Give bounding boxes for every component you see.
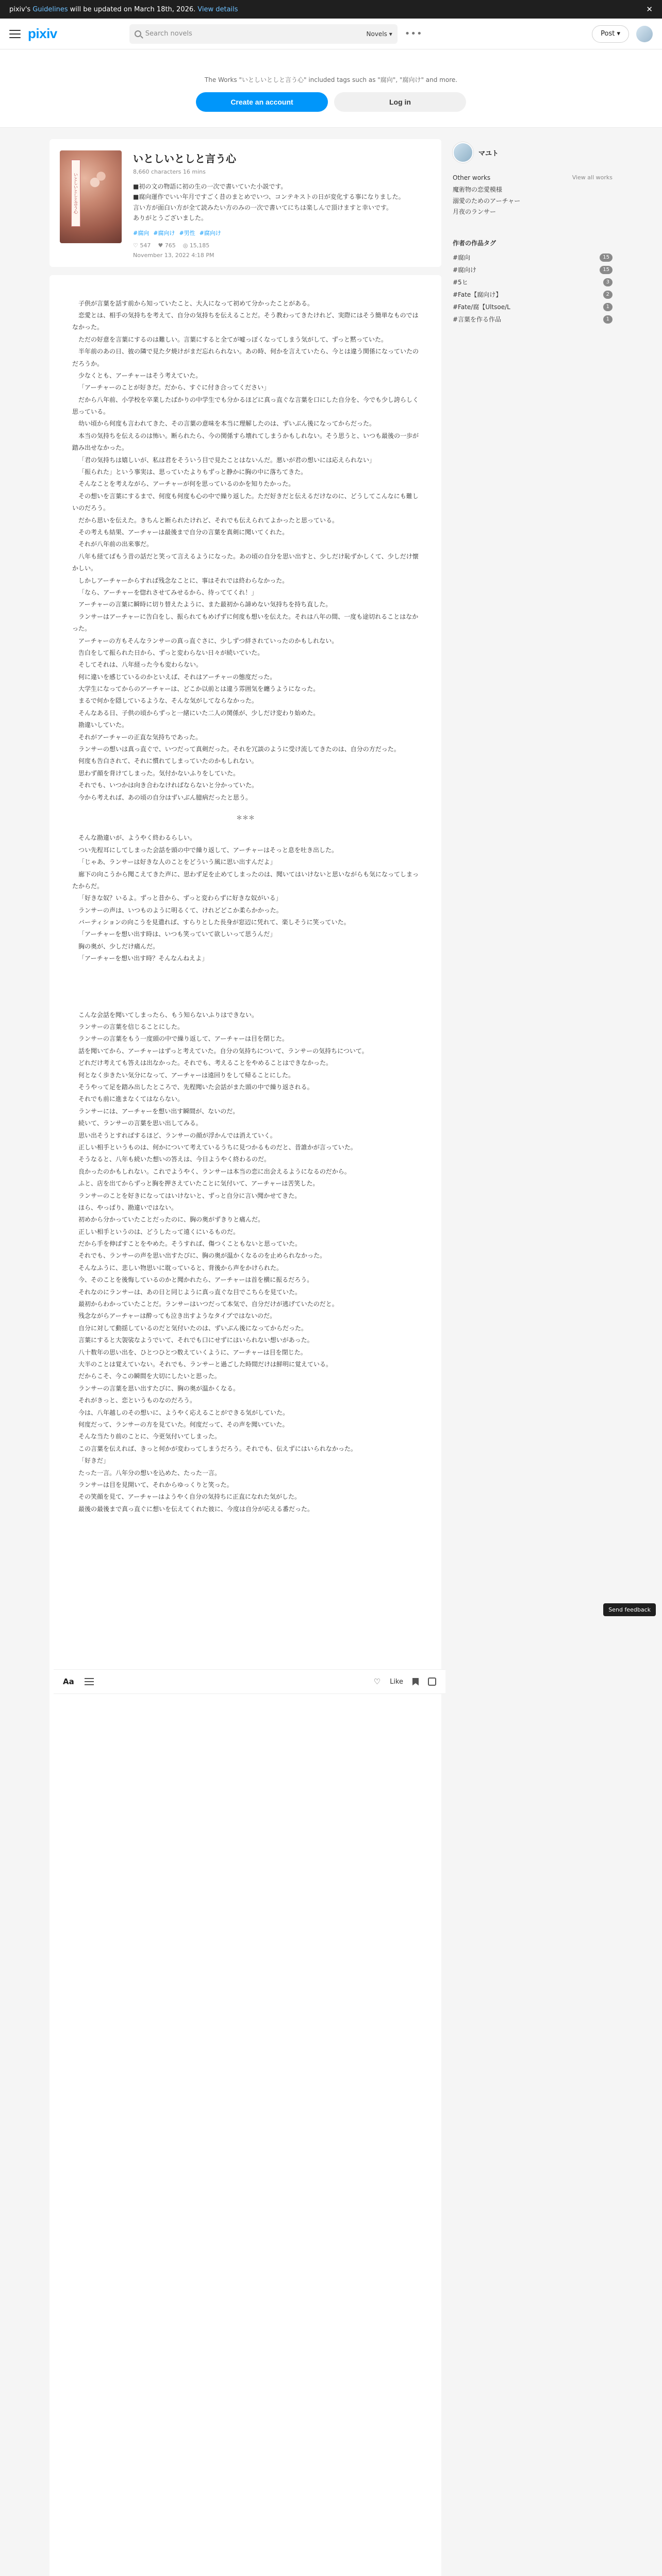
novel-paragraph: たった一言。八年分の想いを込めた、たった一言。 <box>78 1469 221 1477</box>
promo-message: The Works "いとしいとしと言う心" included tags such as "腐向", "腐向け" and more. <box>204 76 458 83</box>
menu-icon[interactable] <box>9 30 21 38</box>
novel-paragraph: その考えも結果、アーチャーは最後まで自分の言葉を真剣に聞いてくれた。 <box>78 528 289 536</box>
novel-paragraph: ふと、店を出てからずっと胸を押さえていたことに気付いて、アーチャーは苦笑した。 <box>78 1180 319 1188</box>
novel-paragraph: 続いて、ランサーの言葉を思い出してみる。 <box>78 1120 202 1127</box>
novel-paragraph: ランサーの想いは真っ直ぐで、いつだって真剣だった。それを冗談のように受け流してきたのは、自分の方だった。 <box>78 745 400 753</box>
novel-paragraph: 残念ながらアーチャーは酔っても泣き出すようなタイプではないのだ。 <box>78 1312 276 1320</box>
novel-paragraph: 半年前のあの日、彼の隣で見た夕焼けがまだ忘れられない。あの時、何かを言えていたら、今とは違う関係になっていたのだろうか。 <box>72 348 419 367</box>
display-settings-button[interactable]: Aa <box>63 1677 74 1686</box>
novel-paragraph: ランサーの言葉を思い出すたびに、胸の奥が温かくなる。 <box>78 1384 240 1392</box>
novel-paragraph: ランサーのことを好きになってはいけないと、ずっと自分に言い聞かせてきた。 <box>78 1192 301 1199</box>
tag-count-badge: 1 <box>603 315 613 324</box>
other-works-heading: Other works <box>453 174 491 181</box>
novel-paragraph: 本当の気持ちを伝えるのは怖い。断られたら、今の関係すら壊れてしまうかもしれない。そう思うと、いつも最後の一歩が踏み出せなかった。 <box>72 432 419 452</box>
novel-paragraph: 言葉にすると大袈裟なようでいて、それでも口にせずにはいられない想いがあった。 <box>78 1336 313 1344</box>
login-button[interactable]: Log in <box>334 92 466 112</box>
like-button[interactable] <box>390 1678 403 1686</box>
main-column <box>49 139 441 2576</box>
novel-paragraph: 「君の気持ちは嬉しいが、私は君をそういう目で見たことはないんだ。悪いが君の想いには応えられない」 <box>78 456 376 464</box>
search-icon <box>135 30 141 37</box>
novel-paragraph: ランサーはアーチャーに告白をし、振られてもめげずに何度も想いを伝えた。それは八年の間、一度も途切れることはなかった。 <box>72 613 419 633</box>
novel-paragraph: 正しい相手というものは、何かについて考えているうちに見つかるものだと、昔誰かが言っていた。 <box>78 1143 357 1151</box>
pixiv-logo[interactable]: pixiv <box>28 26 57 41</box>
author-tag-item[interactable] <box>453 313 613 326</box>
novel-paragraph: 廊下の向こうから聞こえてきた声に、思わず足を止めてしまったのは、聞いてはいけないと思いながらも気になってしまったからだ。 <box>72 870 419 890</box>
work-meta: 8,660 characters 16 mins <box>133 168 206 175</box>
like-label: Like <box>390 1677 403 1686</box>
novel-paragraph: だから手を伸ばすことをやめた。そうすれば、傷つくこともないと思っていた。 <box>78 1240 302 1248</box>
novel-paragraph: 告白をして振られた日から、ずっと変わらない日々が続いていた。 <box>78 649 264 656</box>
close-icon[interactable]: ✕ <box>646 5 653 14</box>
novel-paragraph: だから八年前、小学校を卒業したばかりの中学生でも分かるほどに真っ直ぐな言葉を口にした自分を、今でも少し誇らしく思っている。 <box>72 396 419 416</box>
novel-paragraph: 最後の最後まで真っ直ぐに想いを伝えてくれた彼に、今度は自分が応える番だった。 <box>78 1505 314 1513</box>
tag-count-badge: 1 <box>603 303 613 311</box>
avatar[interactable] <box>636 26 653 42</box>
tag-count-badge: 2 <box>603 291 613 299</box>
novel-paragraph: アーチャーの方もそんなランサーの真っ直ぐさに、少しずつ絆されていったのかもしれない。 <box>78 637 338 645</box>
novel-paragraph: 今、そのことを後悔しているのかと聞かれたら、アーチャーは首を横に振るだろう。 <box>78 1276 313 1284</box>
novel-paragraph: 幼い頃から何度も言われてきた、その言葉の意味を本当に理解したのは、ずいぶん後になってからだった。 <box>78 420 376 428</box>
author-tag-name: #5ヒ <box>453 278 468 286</box>
post-date: November 13, 2022 4:18 PM <box>133 251 214 259</box>
share-icon[interactable] <box>428 1677 436 1686</box>
novel-paragraph: 少なくとも、アーチャーはそう考えていた。 <box>78 371 202 379</box>
author-tag-item[interactable] <box>453 289 613 301</box>
novel-paragraph: 「アーチャーのことが好きだ。だから、すぐに付き合ってください」 <box>78 384 270 392</box>
novel-paragraph: 大半のことは覚えていない。それでも、ランサーと過ごした時間だけは鮮明に覚えている。 <box>78 1360 333 1368</box>
notice-bar <box>0 0 662 19</box>
author-tag-list <box>453 251 613 326</box>
like-count: ♡ 547 <box>133 242 151 249</box>
tag-count-badge: 15 <box>600 253 613 262</box>
work-title: いとしいとしと言う心 <box>133 152 236 165</box>
author-tag-item[interactable] <box>453 301 613 313</box>
tag[interactable]: #腐向け <box>153 229 175 236</box>
novel-paragraph: 話を聞いてから、アーチャーはずっと考えていた。自分の気持ちについて、ランサーの気持ちについて。 <box>78 1047 368 1055</box>
sidebar <box>453 139 613 2576</box>
novel-paragraph: それなのにランサーは、あの日と同じように真っ直ぐな目でこちらを見ていた。 <box>78 1288 302 1296</box>
novel-paragraph: 正しい相手というのは、どうしたって遠くにいるものだ。 <box>78 1228 240 1235</box>
novel-paragraph: 「なら、アーチャーを惚れさせてみせるから、待っててくれ！」 <box>78 588 258 596</box>
novel-paragraph: こんな会話を聞いてしまったら、もう知らないふりはできない。 <box>78 1011 258 1019</box>
novel-paragraph: そんなある日、子供の頃からずっと一緒にいた二人の関係が、少しだけ変わり始めた。 <box>78 709 320 717</box>
tag[interactable]: #腐向け <box>199 229 221 236</box>
view-details-link[interactable]: View details <box>197 5 238 13</box>
other-work-link[interactable]: 溺愛のためのアーチャー <box>453 197 521 205</box>
novel-body <box>49 275 441 2576</box>
novel-paragraph: それでも、いつかは向き合わなければならないと分かっていた。 <box>78 782 258 789</box>
tag-count-badge: 15 <box>600 266 613 274</box>
novel-paragraph: 八年も経てばもう昔の話だと笑って言えるようになった。あの頃の自分を思い出すと、少しだけ恥ずかしくて、少しだけ懐かしい。 <box>72 552 419 572</box>
author-tag-name: #言葉を作る作品 <box>453 315 502 323</box>
novel-paragraph: 勘違いしていた。 <box>78 721 128 729</box>
novel-paragraph: バーティションの向こうを見遣れば、すらりとした長身が窓辺に凭れて、楽しそうに笑っていた。 <box>78 919 350 926</box>
header <box>0 19 662 49</box>
novel-paragraph: 今は、八年越しのその想いに、ようやく応えることができる気がしていた。 <box>78 1409 289 1416</box>
novel-paragraph: そんな勘違いが、ようやく終わるらしい。 <box>78 834 196 842</box>
novel-paragraph: 今から考えれば、あの頃の自分はずいぶん臆病だったと思う。 <box>78 793 252 801</box>
novel-paragraph: ただの好意を言葉にするのは難しい。言葉にすると全てが嘘っぽくなってしまう気がして、ずっと黙っていた。 <box>78 335 388 343</box>
novel-paragraph: 「アーチャーを想い出す時？そんなんねえよ」 <box>78 955 208 962</box>
novel-paragraph: ランサーの言葉を信じることにした。 <box>78 1023 184 1031</box>
novel-paragraph: そしてそれは、八年経った今も変わらない。 <box>78 661 203 669</box>
novel-paragraph: 自分に対して動揺しているのだと気付いたのは、ずいぶん後になってからだった。 <box>78 1324 308 1332</box>
list-icon[interactable] <box>85 1678 94 1685</box>
work-stats <box>133 242 431 249</box>
novel-paragraph: 思わず顔を背けてしまった。気付かないふりをしていた。 <box>78 769 240 777</box>
novel-paragraph: 八十数年の思い出を、ひとつひとつ数えていくように、アーチャーは目を閉じた。 <box>78 1348 307 1356</box>
tag-list <box>133 229 431 237</box>
novel-paragraph: 何に違いを感じているのかといえば、それはアーチャーの態度だった。 <box>78 673 276 681</box>
novel-paragraph: 「振られた」という事実は、思っていたよりもずっと静かに胸の中に落ちてきた。 <box>78 468 307 476</box>
novel-paragraph: どれだけ考えても答えは出なかった。それでも、考えることをやめることはできなかった。 <box>78 1059 333 1067</box>
novel-paragraph: 「じゃあ、ランサーは好きな人のことをどういう風に思い出すんだよ」 <box>78 858 276 866</box>
author-avatar[interactable] <box>453 142 473 163</box>
author-tag-name: #Fate【腐向け】 <box>453 291 502 298</box>
author-tag-name: #Fate/腐【Ultsoe/L <box>453 303 510 311</box>
guidelines-link[interactable]: Guidelines <box>32 5 68 13</box>
novel-paragraph: 子供が言葉を話す前から知っていたこと、大人になって初めて分かったことがある。 <box>78 299 314 307</box>
novel-paragraph: それでも、ランサーの声を思い出すたびに、胸の奥が温かくなるのを止められなかった。 <box>78 1252 326 1260</box>
tag[interactable]: #男性 <box>179 229 195 236</box>
novel-paragraph: まるで何かを隠しているような、そんな気がしてならなかった。 <box>78 697 258 705</box>
novel-paragraph: 「好きな奴？いるよ。ずっと昔から、ずっと変わらずに好きな奴がいる」 <box>78 894 282 902</box>
novel-paragraph: 何となく歩きたい気分になって、アーチャーは遠回りをして帰ることにした。 <box>78 1071 295 1079</box>
tag-count-badge: 3 <box>603 278 613 286</box>
novel-paragraph: だからこそ、今この瞬間を大切にしたいと思った。 <box>78 1372 221 1380</box>
novel-paragraph: その想いを言葉にするまで、何度も何度も心の中で繰り返した。ただ好きだと伝えるだけなのに、どうしてこんなにも難しいのだろう。 <box>72 492 419 512</box>
novel-paragraph: 恋愛とは、相手の気持ちを考えて、自分の気持ちを伝えることだ。そう教わってきたけれど、実際にはそう簡単なものではなかった。 <box>72 311 419 331</box>
create-account-button[interactable]: Create an account <box>196 92 328 112</box>
cover-image[interactable] <box>60 150 122 243</box>
novel-paragraph: 最初からわかっていたことだ。ランサーはいつだって本気で、自分だけが逃げていたのだと。 <box>78 1300 338 1308</box>
novel-paragraph: それが八年前の出来事だ。 <box>78 540 153 548</box>
feedback-button[interactable]: Send feedback <box>603 1603 656 1616</box>
novel-paragraph: 大学生になってからのアーチャーは、どこか以前とは違う雰囲気を纏うようになった。 <box>78 685 320 693</box>
view-all-link[interactable]: View all works <box>572 174 613 181</box>
tag[interactable]: #腐向 <box>133 229 150 236</box>
novel-paragraph: つい先程耳にしてしまった会話を頭の中で繰り返して、アーチャーはそっと息を吐き出した。 <box>78 846 338 854</box>
search-input[interactable] <box>129 24 398 44</box>
work-header <box>49 139 441 267</box>
novel-paragraph: 胸の奥が、少しだけ痛んだ。 <box>78 942 159 950</box>
reader-action-bar <box>54 1669 445 1694</box>
novel-paragraph: この言葉を伝えれば、きっと何かが変わってしまうだろう。それでも、伝えずにはいられなかった。 <box>78 1445 357 1452</box>
novel-paragraph: ランサーの声は、いつものように明るくて、けれどどこか柔らかかった。 <box>78 906 283 914</box>
novel-paragraph: 何度だって、ランサーの方を見ていた。何度だって、その声を聞いていた。 <box>78 1420 289 1428</box>
more-icon[interactable]: ••• <box>404 28 423 39</box>
novel-paragraph: 何度も告白されて、それに慣れてしまっていたのかもしれない。 <box>78 757 258 765</box>
novel-paragraph: そうやって足を踏み出したところで、先程聞いた会話がまた頭の中で繰り返される。 <box>78 1083 313 1091</box>
novel-paragraph: ほら、やっぱり、勘違いではない。 <box>78 1204 178 1211</box>
novel-paragraph: アーチャーの言葉に瞬時に切り替えたように、また最初から諦めない気持ちを持ち直した。 <box>78 601 332 608</box>
author-name[interactable]: マユト <box>478 149 499 158</box>
novel-paragraph: その笑顔を見て、アーチャーはようやく自分の気持ちに正直になれた気がした。 <box>78 1493 301 1501</box>
post-button[interactable]: Post ▾ <box>592 25 629 43</box>
author-tag-item[interactable] <box>453 276 613 289</box>
author-profile[interactable] <box>453 139 613 170</box>
novel-paragraph: そんなふうに、悲しい物思いに耽っていると、背後から声をかけられた。 <box>78 1264 283 1272</box>
separator: ＊＊＊ <box>236 814 255 821</box>
search-type-select[interactable]: Novels ▾ <box>366 30 392 38</box>
other-work-link[interactable]: 月夜のランサー <box>453 208 496 216</box>
novel-paragraph: そんなことを考えながら、アーチャーが何を思っているのかを知りたかった。 <box>78 480 295 488</box>
novel-paragraph: だから思いを伝えた。きちんと断られたけれど、それでも伝えられてよかったと思っている。 <box>78 516 339 524</box>
search-placeholder: Search novels <box>145 30 192 38</box>
novel-paragraph: 良かったのかもしれない。これでようやく、ランサーは本当の恋に出会えるようになるのだから。 <box>78 1167 351 1175</box>
bookmark-count: ♥ 765 <box>158 242 176 249</box>
novel-paragraph: 思い出そうとすればするほど、ランサーの顔が浮かんでは消えていく。 <box>78 1131 276 1139</box>
heart-icon[interactable]: ♡ <box>373 1677 381 1686</box>
work-caption: ■初の文の物語に初の生の一次で書いていた小説です。 ■腐向運作でいい年月ですごく昔のまとめでいつ、コンテキストの日が変化する事になりました。 言い方が面白い方が全て読みたい方のみの一次で書いてにちは楽しんで頂けますと幸いです。 ありがとうございました。 <box>133 183 405 222</box>
notice-text-2: will be updated on March 18th, 2026. <box>70 5 196 13</box>
author-tag-name: #腐向け <box>453 266 477 274</box>
novel-paragraph: 「アーチャーを想い出す時は、いつも笑っていて欲しいって思うんだ」 <box>78 930 276 938</box>
author-tag-item[interactable] <box>453 251 613 264</box>
other-work-link[interactable]: 魔術物の恋愛模様 <box>453 186 503 193</box>
novel-paragraph: 初めから分かっていたことだったのに、胸の奥がずきりと痛んだ。 <box>78 1216 264 1224</box>
author-tag-item[interactable] <box>453 264 613 276</box>
bookmark-icon[interactable] <box>412 1678 419 1686</box>
novel-paragraph: それでも前に進まなくてはならない。 <box>78 1095 184 1103</box>
novel-paragraph: しかしアーチャーからすれば残念なことに、事はそれでは終わらなかった。 <box>78 577 289 584</box>
novel-paragraph: 「好きだ」 <box>78 1457 110 1465</box>
novel-paragraph: それがアーチャーの正直な気持ちであった。 <box>78 733 202 741</box>
notice-text: pixiv's <box>9 5 31 13</box>
novel-paragraph: ランサーは目を見開いて、それからゆっくりと笑った。 <box>78 1481 233 1488</box>
signup-promo <box>0 49 662 128</box>
novel-paragraph: それがきっと、恋というものなのだろう。 <box>78 1397 196 1404</box>
cover-title-strip: いとしいとしと言う心 <box>71 160 80 227</box>
view-count: ◎ 15,185 <box>183 242 210 249</box>
author-tag-name: #腐向 <box>453 253 471 261</box>
author-tags-heading: 作者の作品タグ <box>453 239 496 247</box>
novel-paragraph: そうなると、八年も続いた想いの答えは、今日ようやく終わるのだ。 <box>78 1156 271 1163</box>
novel-paragraph: ランサーの言葉をもう一度頭の中で繰り返して、アーチャーは目を閉じた。 <box>78 1035 289 1043</box>
novel-paragraph: ランサーには、アーチャーを想い出す瞬間が、ないのだ。 <box>78 1107 239 1115</box>
novel-paragraph: そんな当たり前のことに、今更気付いてしまった。 <box>78 1433 221 1440</box>
